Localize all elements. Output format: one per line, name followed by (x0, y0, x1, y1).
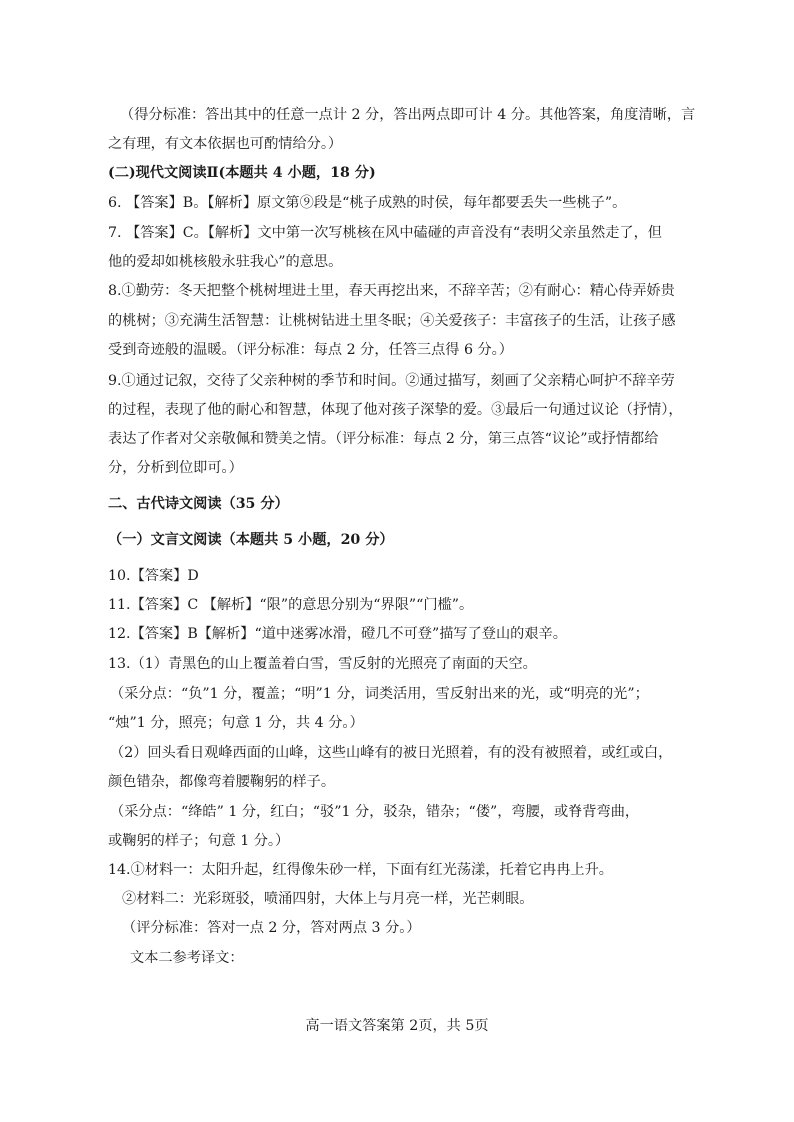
answer-13-1: 13.（1）青黑色的山上覆盖着白雪，雪反射的光照亮了南面的天空。 (108, 656, 537, 672)
answer-13-1-scoring-continued: “烛”1 分，照亮；句意 1 分，共 4 分。） (108, 715, 364, 731)
text-line-2: 之有理，有文本依据也可酌情给分。） (108, 136, 343, 152)
answer-9-continued-2: 表达了作者对父亲敬佩和赞美之情。（评分标准：每点 2 分，第三点答“议论”或抒情都给 (108, 431, 659, 447)
text-line-1: （得分标准：答出其中的任意一点计 2 分，答出两点即可计 4 分。其他答案，角度清晰，言 (120, 107, 696, 123)
answer-9-continued-3: 分，分析到位即可。） (108, 460, 243, 476)
answer-13-2: （2）回头看日观峰西面的山峰，这些山峰有的被日光照着，有的没有被照着，或红或白， (110, 745, 673, 761)
answer-9-continued-1: 的过程，表现了他的耐心和智慧，体现了他对孩子深挚的爱。③最后一句通过议论（抒情）， (108, 402, 683, 418)
answer-13-1-scoring: （采分点：“负”1 分，覆盖；“明”1 分，词类活用，雪反射出来的光，或“明亮的光”； (110, 686, 649, 702)
answer-7: 7. 【答案】C。【解析】文中第一次写桃核在风中磕碰的声音没有“表明父亲虽然走了，但 (108, 225, 662, 241)
page-footer: 高一语文答案第 2页，共 5页 (305, 1018, 489, 1034)
answer-13-2-scoring-continued: 或鞠躬的样子；句意 1 分。） (108, 833, 290, 849)
answer-8-continued-1: 的桃树；③充满生活智慧：让桃树钻进土里冬眠；④关爱孩子：丰富孩子的生活，让孩子感 (108, 313, 676, 329)
answer-13-2-scoring: （采分点：“绛皓” 1 分，红白；“驳”1 分，驳杂，错杂；“偻”，弯腰，或脊背弯曲， (110, 804, 640, 820)
answer-6: 6. 【答案】B。【解析】原文第⑨段是“桃子成熟的时侯，每年都要丢失一些桃子”。 (108, 195, 627, 211)
section-heading-modern-reading-2: (二)现代文阅读Ⅱ(本题共 4 小题，18 分) (108, 165, 376, 181)
answer-7-continued: 他的爱却如桃核般永驻我心”的意思。 (108, 254, 343, 270)
answer-8: 8.①勤劳：冬天把整个桃树埋进土里，春天再挖出来，不辞辛苦；②有耐心：精心侍弄娇贵 (108, 283, 675, 299)
answer-8-continued-2: 受到奇迹般的温暖。（评分标准：每点 2 分，任答三点得 6 分。） (108, 342, 513, 358)
answer-9: 9.①通过记叙，交待了父亲种树的季节和时间。②通过描写，刻画了父亲精心呵护不辞辛劳 (108, 373, 675, 389)
answer-12: 12.【答案】B【解析】“道中迷雾冰滑，磴几不可登”描写了登山的艰辛。 (108, 626, 567, 642)
answer-14-scoring: （评分标准：答对一点 2 分，答对两点 3 分。） (122, 920, 421, 936)
reference-translation-heading: 文本二参考译文： (130, 950, 244, 966)
answer-13-2-continued: 颜色错杂，都像弯着腰鞠躬的样子。 (108, 774, 336, 790)
answer-11: 11.【答案】C 【解析】“限”的意思分别为“界限”“门槛”。 (108, 597, 474, 613)
subsection-heading-classical-prose: （一）文言文阅读（本题共 5 小题，20 分） (108, 532, 394, 548)
section-heading-classical-reading: 二、古代诗文阅读（35 分） (108, 496, 289, 512)
answer-14-1: 14.①材料一：太阳升起，红得像朱砂一样，下面有红光荡漾，托着它冉冉上升。 (108, 862, 613, 878)
answer-14-2: ②材料二：光彩斑驳，喷涌四射，大体上与月亮一样，光芒刺眼。 (122, 891, 534, 907)
answer-10: 10.【答案】D (108, 568, 199, 584)
